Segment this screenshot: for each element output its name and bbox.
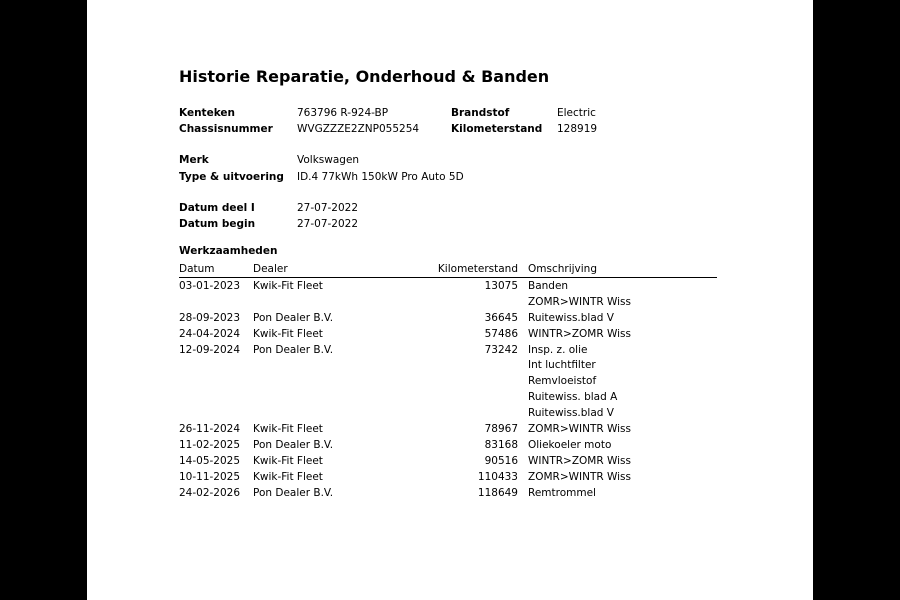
- cell-kilometerstand: 78967: [484, 423, 518, 436]
- cell-kilometerstand: 118649: [477, 486, 518, 499]
- brandstof-label: Brandstof: [451, 107, 510, 119]
- cell-omschrijving: ZOMR>WINTR Wiss: [528, 423, 632, 436]
- cell-omschrijving: ZOMR>WINTR Wiss: [528, 295, 632, 308]
- cell-date: 12-09-2024: [179, 343, 241, 356]
- cell-dealer: Pon Dealer B.V.: [253, 343, 334, 356]
- cell-omschrijving: Ruitewiss.blad V: [528, 407, 614, 420]
- kilometerstand-label: Kilometerstand: [451, 123, 543, 135]
- document-page: [87, 0, 813, 600]
- table-header: [179, 263, 717, 278]
- datum-begin-value: 27-07-2022: [297, 218, 359, 230]
- datum-begin-label: Datum begin: [179, 218, 256, 230]
- cell-kilometerstand: 83168: [484, 438, 518, 451]
- page-title: Historie Reparatie, Onderhoud & Banden: [179, 67, 550, 86]
- merk-value: Volkswagen: [297, 154, 360, 166]
- cell-dealer: Kwik-Fit Fleet: [253, 423, 323, 436]
- cell-dealer: Kwik-Fit Fleet: [253, 327, 323, 340]
- cell-date: 24-04-2024: [179, 327, 241, 340]
- section-title-werkzaamheden: Werkzaamheden: [179, 245, 278, 257]
- table-row: [179, 471, 717, 487]
- table-row: [179, 487, 717, 503]
- table-row: [179, 439, 717, 455]
- table-row: [179, 280, 717, 296]
- cell-dealer: Pon Dealer B.V.: [253, 311, 334, 324]
- cell-omschrijving: Ruitewiss.blad V: [528, 311, 614, 324]
- cell-omschrijving: WINTR>ZOMR Wiss: [528, 327, 632, 340]
- kenteken-value: 763796 R-924-BP: [297, 107, 389, 119]
- cell-omschrijving: Ruitewiss. blad A: [528, 391, 618, 404]
- table-row: [179, 296, 717, 312]
- table-row: [179, 407, 717, 423]
- cell-dealer: Kwik-Fit Fleet: [253, 454, 323, 467]
- cell-omschrijving: WINTR>ZOMR Wiss: [528, 454, 632, 467]
- column-header-dealer: Dealer: [253, 263, 288, 275]
- datum-deel1-label: Datum deel I: [179, 202, 255, 214]
- column-header-omschrijving: Omschrijving: [528, 263, 597, 275]
- cell-dealer: Pon Dealer B.V.: [253, 486, 334, 499]
- cell-omschrijving: Remvloeistof: [528, 375, 597, 388]
- table-row: [179, 344, 717, 360]
- cell-omschrijving: Remtrommel: [528, 486, 596, 499]
- kenteken-label: Kenteken: [179, 107, 235, 119]
- cell-omschrijving: Oliekoeler moto: [528, 438, 612, 451]
- cell-date: 03-01-2023: [179, 280, 241, 292]
- kilometerstand-value: 128919: [557, 123, 598, 135]
- column-header-kilometerstand: Kilometerstand: [437, 263, 518, 275]
- cell-kilometerstand: 73242: [484, 343, 518, 356]
- cell-kilometerstand: 110433: [477, 470, 518, 483]
- chassis-value: WVGZZZE2ZNP055254: [297, 123, 420, 135]
- type-value: ID.4 77kWh 150kW Pro Auto 5D: [297, 171, 464, 183]
- cell-omschrijving: ZOMR>WINTR Wiss: [528, 470, 632, 483]
- table-row: [179, 423, 717, 439]
- table-body: [179, 280, 717, 502]
- cell-kilometerstand: 13075: [484, 280, 518, 292]
- cell-kilometerstand: 36645: [484, 311, 518, 324]
- type-label: Type & uitvoering: [179, 171, 284, 183]
- cell-date: 24-02-2026: [179, 486, 241, 499]
- chassis-label: Chassisnummer: [179, 123, 273, 135]
- table-row: [179, 312, 717, 328]
- cell-omschrijving: Banden: [528, 280, 569, 292]
- cell-omschrijving: Int luchtfilter: [528, 359, 596, 372]
- table-row: [179, 375, 717, 391]
- table-row: [179, 391, 717, 407]
- cell-dealer: Kwik-Fit Fleet: [253, 280, 323, 292]
- brandstof-value: Electric: [557, 107, 596, 119]
- cell-dealer: Pon Dealer B.V.: [253, 438, 334, 451]
- cell-date: 10-11-2025: [179, 470, 241, 483]
- cell-date: 11-02-2025: [179, 438, 241, 451]
- merk-label: Merk: [179, 154, 209, 166]
- cell-dealer: Kwik-Fit Fleet: [253, 470, 323, 483]
- datum-deel1-value: 27-07-2022: [297, 202, 359, 214]
- cell-date: 26-11-2024: [179, 423, 241, 436]
- cell-kilometerstand: 57486: [484, 327, 518, 340]
- table-row: [179, 455, 717, 471]
- cell-omschrijving: Insp. z. olie: [528, 343, 588, 356]
- cell-date: 28-09-2023: [179, 311, 241, 324]
- cell-kilometerstand: 90516: [484, 454, 518, 467]
- table-row: [179, 328, 717, 344]
- column-header-datum: Datum: [179, 263, 215, 275]
- table-row: [179, 359, 717, 375]
- cell-date: 14-05-2025: [179, 454, 241, 467]
